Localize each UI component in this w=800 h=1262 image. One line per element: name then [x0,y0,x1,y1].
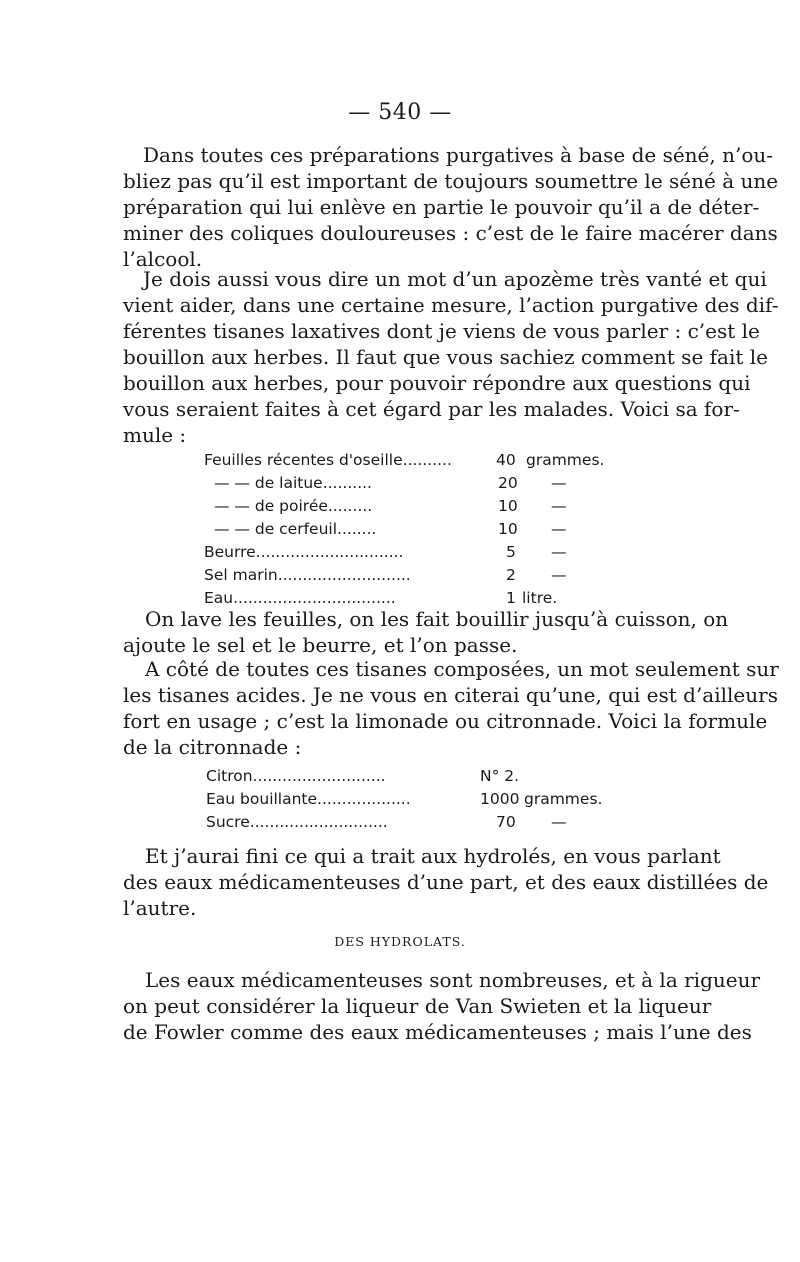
text-line: l’alcool. [123,247,203,271]
recipe-quantity: 40 [496,451,516,469]
paragraph-preparation [123,606,729,658]
recipe-row [204,564,624,587]
text-line: Et j’aurai fini ce qui a trait aux hydrolés, en vous parlant [145,844,721,868]
recipe-row [206,788,626,811]
text-line: fort en usage ; c’est la limonade ou citronnade. Voici la formule [123,709,768,733]
text-line: bliez pas qu’il est important de toujours soumettre le séné à une [123,169,779,193]
text-line: l’autre. [123,896,197,920]
recipe-ingredient: Sucre............................ [206,813,388,831]
recipe-quantity: 10 [498,520,518,538]
recipe-quantity: 70 [496,813,516,831]
recipe-row [206,765,626,788]
text-line: On lave les feuilles, on les fait bouillir jusqu’à cuisson, on [145,607,729,631]
text-line: ajoute le sel et le beurre, et l’on passe. [123,633,518,657]
text-line: Dans toutes ces préparations purgatives à base de séné, n’ou- [143,143,774,167]
recipe-unit: — [551,543,567,561]
text-line: des eaux médicamenteuses d’une part, et des eaux distillées de [123,870,769,894]
recipe-citronnade [206,765,626,834]
recipe-ingredient: Sel marin........................... [204,566,411,584]
text-line: miner des coliques douloureuses : c’est de le faire macérer dans [123,221,778,245]
recipe-unit: litre. [522,589,558,607]
paragraph-eaux-medicamenteuses [123,967,761,1045]
text-line: Je dois aussi vous dire un mot d’un apozème très vanté et qui [143,267,767,291]
recipe-unit: — [551,566,567,584]
recipe-ingredient: Feuilles récentes d'oseille.......... [204,451,452,469]
recipe-unit: — [551,813,567,831]
text-line: préparation qui lui enlève en partie le pouvoir qu’il a de déter- [123,195,760,219]
text-line: mule : [123,423,187,447]
recipe-quantity: N° 2. [480,767,520,785]
recipe-quantity: 20 [498,474,518,492]
recipe-row [204,449,624,472]
recipe-ingredient: — — de poirée......... [214,497,373,515]
paragraph-senna [123,142,779,272]
recipe-unit: — [551,497,567,515]
recipe-ingredient: Citron........................... [206,767,386,785]
recipe-quantity: 2 [506,566,516,584]
text-line: on peut considérer la liqueur de Van Swieten et la liqueur [123,994,712,1018]
recipe-unit: — [551,520,567,538]
page-number: — 540 — [348,100,452,125]
text-line: de Fowler comme des eaux médicamenteuses ; mais l’une des [123,1020,752,1044]
recipe-quantity: 10 [498,497,518,515]
recipe-ingredient: — — de cerfeuil........ [214,520,377,538]
recipe-bouillon-aux-herbes [204,449,624,610]
recipe-row [206,811,626,834]
recipe-quantity: 5 [506,543,516,561]
recipe-row [204,518,624,541]
text-line: bouillon aux herbes, pour pouvoir répondre aux questions qui [123,371,751,395]
paragraph-bouillon-intro [123,266,779,448]
paragraph-hydroles [123,843,769,921]
text-line: A côté de toutes ces tisanes composées, un mot seulement sur [145,657,779,681]
recipe-ingredient: Beurre.............................. [204,543,404,561]
recipe-ingredient: — — de laitue.......... [214,474,372,492]
recipe-unit: grammes. [524,790,603,808]
recipe-row [204,472,624,495]
text-line: vous seraient faites à cet égard par les malades. Voici sa for- [123,397,740,421]
section-heading: DES HYDROLATS. [334,934,466,949]
text-line: férentes tisanes laxatives dont je viens de vous parler : c’est le [123,319,760,343]
text-line: de la citronnade : [123,735,302,759]
paragraph-tisanes-acides [123,656,779,760]
recipe-row [204,541,624,564]
text-line: Les eaux médicamenteuses sont nombreuses, et à la rigueur [145,968,761,992]
recipe-unit: grammes. [526,451,605,469]
recipe-quantity: 1 [506,589,516,607]
text-line: vient aider, dans une certaine mesure, l’action purgative des dif- [123,293,779,317]
recipe-quantity: 1000 [480,790,520,808]
recipe-row [204,495,624,518]
text-line: bouillon aux herbes. Il faut que vous sachiez comment se fait le [123,345,768,369]
recipe-ingredient: Eau bouillante................... [206,790,411,808]
recipe-ingredient: Eau................................. [204,589,396,607]
text-line: les tisanes acides. Je ne vous en citerai qu’une, qui est d’ailleurs [123,683,778,707]
recipe-unit: — [551,474,567,492]
